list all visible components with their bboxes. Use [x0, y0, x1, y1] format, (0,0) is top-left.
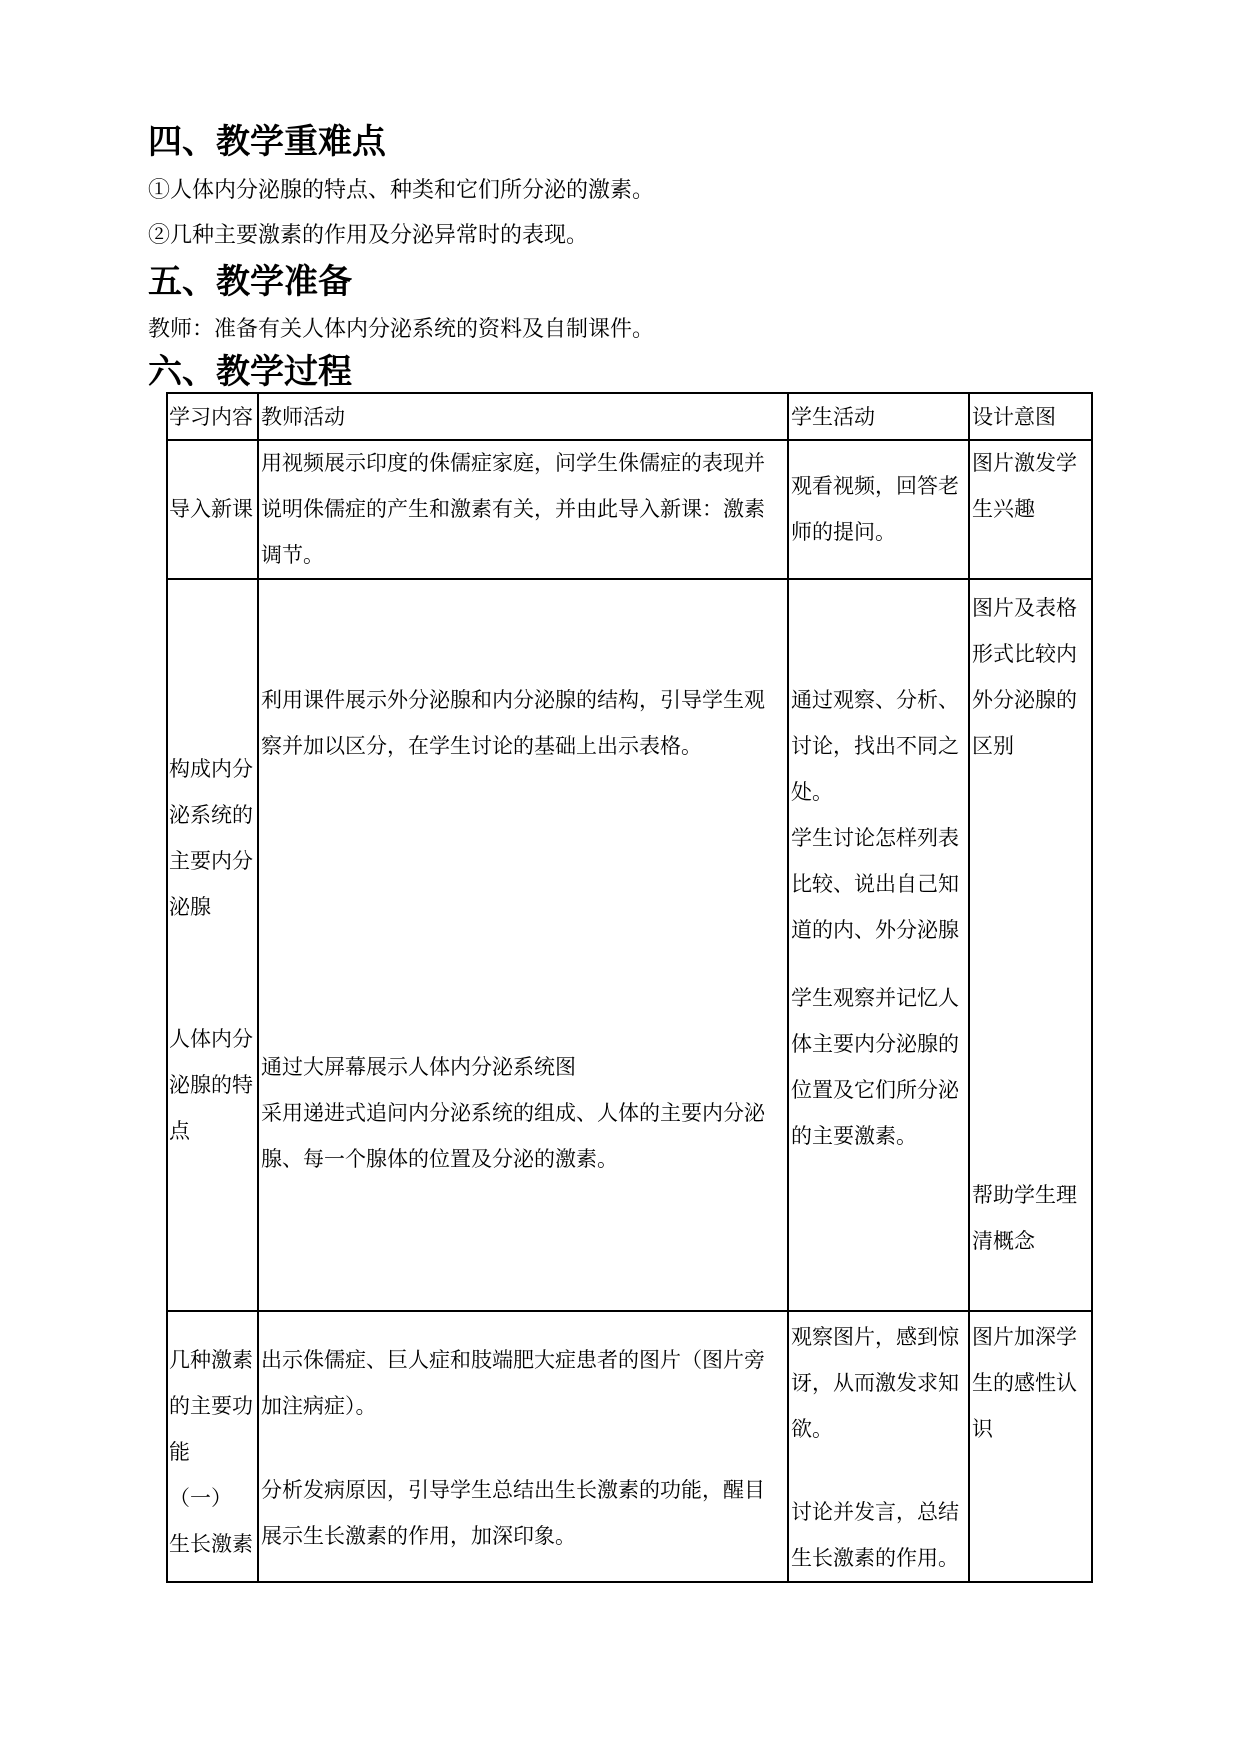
table-row3-intent: 图片加深学 生的感性认 识: [972, 1325, 1077, 1441]
section-heading-6: 六、教学过程: [148, 352, 352, 392]
table-row2-teacher-a: 利用课件展示外分泌腺和内分泌腺的结构，引导学生观 察并加以区分，在学生讨论的基础上出示表格。: [261, 688, 765, 758]
teaching-process-table: [166, 392, 1093, 1583]
table-header-student: 学生活动: [791, 405, 875, 429]
table-border: [166, 1581, 1093, 1583]
table-row3-student-a: 观察图片，感到惊 讶，从而激发求知 欲。: [791, 1325, 959, 1441]
section-heading-4: 四、教学重难点: [148, 122, 386, 162]
table-row2-content-a: 构成内分 泌系统的 主要内分 泌腺: [169, 757, 253, 919]
table-header-teacher: 教师活动: [261, 405, 345, 429]
table-row3-teacher-a: 出示侏儒症、巨人症和肢端肥大症患者的图片（图片旁 加注病症）。: [261, 1348, 765, 1418]
table-border: [968, 392, 970, 1583]
section-heading-5: 五、教学准备: [148, 262, 352, 302]
table-row2-student-a: 通过观察、分析、 讨论，找出不同之 处。 学生讨论怎样列表 比较、说出自己知 道的内、外分泌腺: [791, 688, 959, 942]
table-row2-student-b: 学生观察并记忆人 体主要内分泌腺的 位置及它们所分泌 的主要激素。: [791, 986, 959, 1148]
table-row2-intent-a: 图片及表格 形式比较内 外分泌腺的 区别: [972, 596, 1077, 758]
paragraph-key-points-1: ①人体内分泌腺的特点、种类和它们所分泌的激素。: [148, 178, 655, 203]
table-row2-teacher-b: 通过大屏幕展示人体内分泌系统图 采用递进式追问内分泌系统的组成、人体的主要内分泌 腺、每一个腺体的位置及分泌的激素。: [261, 1055, 765, 1171]
paragraph-key-points-2: ②几种主要激素的作用及分泌异常时的表现。: [148, 223, 589, 248]
table-row1-student: 观看视频，回答老 师的提问。: [791, 474, 959, 544]
table-border: [787, 392, 789, 1583]
table-header-content: 学习内容: [169, 405, 253, 429]
table-border: [166, 392, 168, 1583]
table-header-intent: 设计意图: [972, 405, 1056, 429]
table-row2-intent-b: 帮助学生理 清概念: [972, 1183, 1077, 1253]
paragraph-preparation: 教师：准备有关人体内分泌系统的资料及自制课件。: [148, 317, 655, 342]
table-row1-intent: 图片激发学 生兴趣: [972, 451, 1077, 521]
table-border: [166, 1310, 1093, 1312]
table-border: [1091, 392, 1093, 1583]
table-row3-teacher-b: 分析发病原因，引导学生总结出生长激素的功能，醒目 展示生长激素的作用，加深印象。: [261, 1478, 765, 1548]
table-row1-teacher: 用视频展示印度的侏儒症家庭，问学生侏儒症的表现并 说明侏儒症的产生和激素有关，并由此导入新课：激素 调节。: [261, 451, 765, 567]
table-row2-content-b: 人体内分 泌腺的特 点: [169, 1027, 253, 1143]
table-row3-student-b: 讨论并发言，总结 生长激素的作用。: [791, 1500, 959, 1570]
table-row1-content: 导入新课: [169, 497, 253, 521]
table-border: [166, 578, 1093, 580]
table-border: [257, 392, 259, 1583]
table-row3-content: 几种激素 的主要功 能 （一） 生长激素: [169, 1348, 253, 1556]
